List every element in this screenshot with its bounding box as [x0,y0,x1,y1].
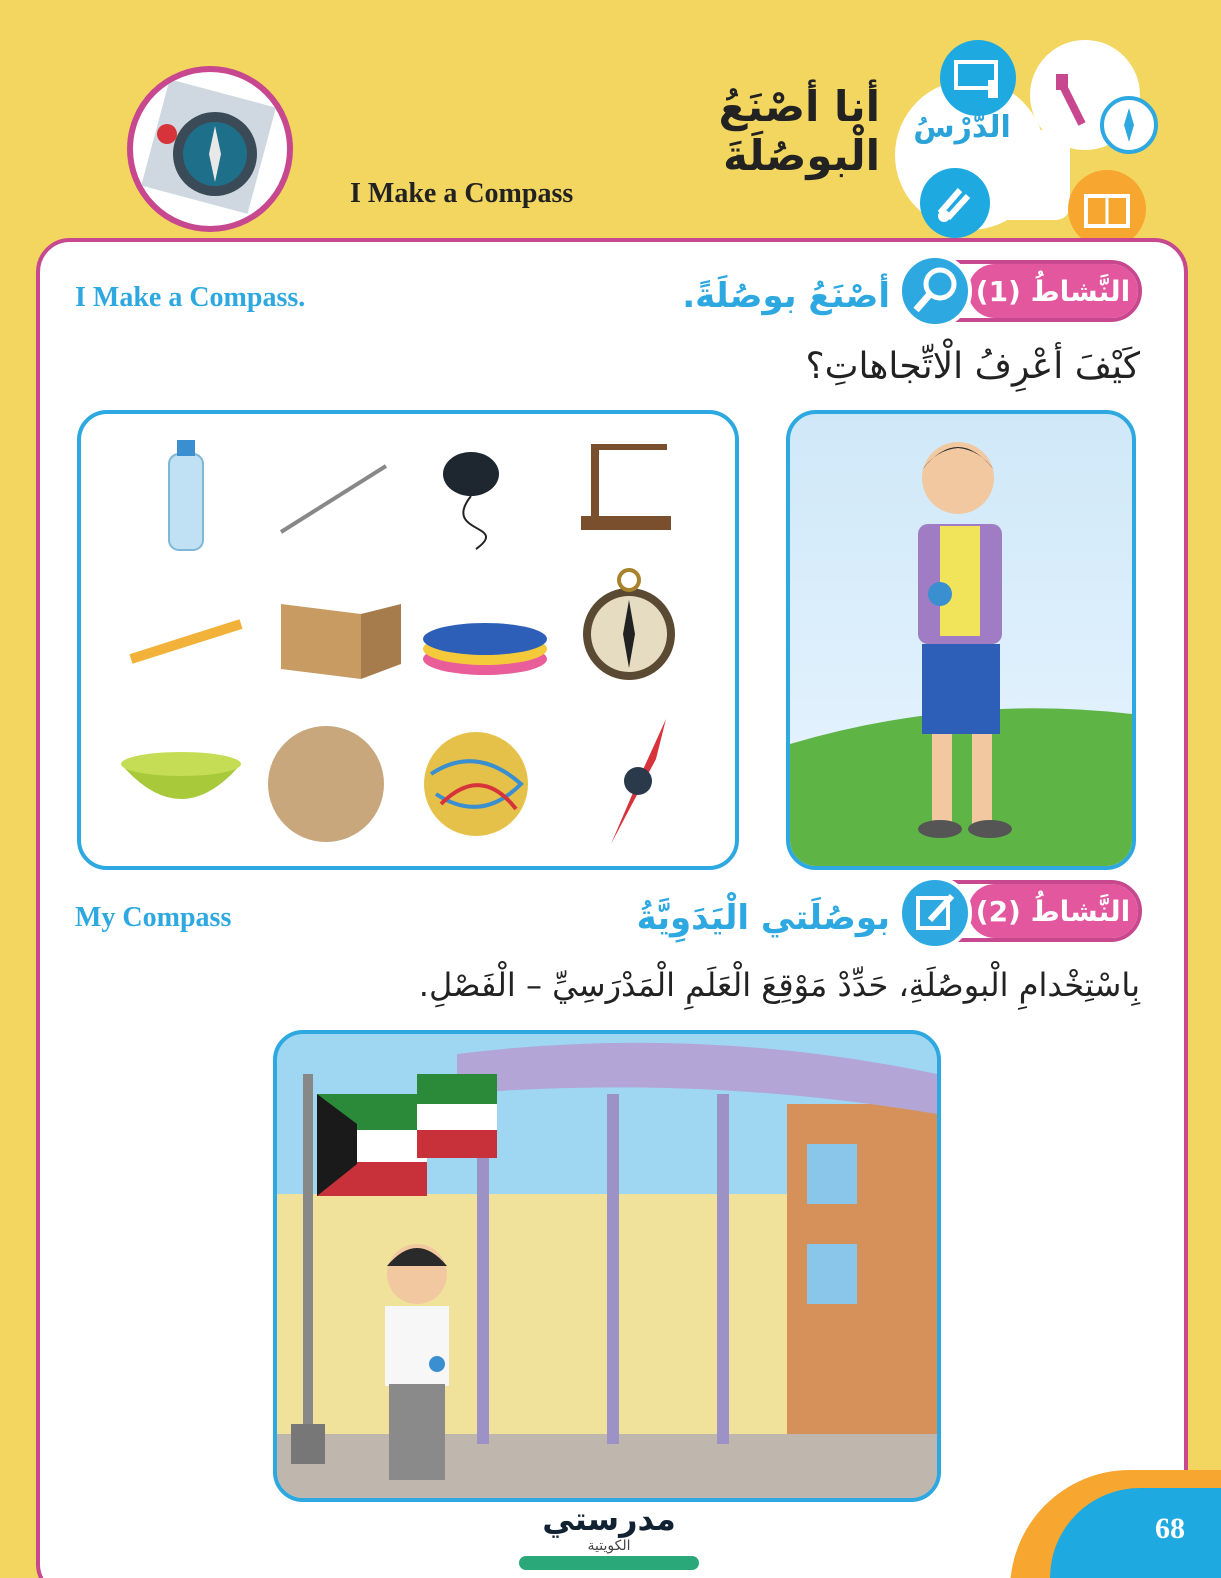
materials-panel [77,410,739,870]
activity1-title-english: I Make a Compass. [75,282,306,313]
schoolyard-panel [273,1030,941,1502]
activity2-instruction: بِاسْتِخْدامِ الْبوصُلَةِ، حَدِّدْ مَوْقِعَ الْعَلَمِ الْمَدْرَسِيِّ – الْفَصْلِ. [418,966,1140,1004]
activity2-title-arabic: بوصُلَتي الْيَدَوِيَّةُ [636,898,890,938]
pencil-image [131,624,241,659]
green-bowl-image [121,752,241,799]
footer-brand-sub: الكويتية [587,1538,631,1554]
lesson-label: الدَّرْسُ [913,110,1011,145]
footer-brand [514,1500,704,1575]
compass-image [583,570,675,680]
activity1-label-box [968,264,1138,318]
screen-icon [940,40,1016,116]
needle-image [281,466,386,532]
thread-spool-image [443,452,499,549]
stacked-plates-image [423,623,547,675]
activity2-label-box [968,884,1138,938]
activity2-label: النَّشاطُ (2) [975,894,1131,928]
magnet-icon [920,168,990,238]
kuwait-flag [417,1074,497,1158]
wooden-stand-image [581,444,671,530]
page-number: 68 [1155,1512,1185,1545]
boy-thinking-panel [786,410,1136,870]
footer-brand-strip [519,1556,699,1570]
compass-map-illustration [127,66,293,232]
cork-disc-image [268,726,384,842]
activity1-title-arabic: أصْنَعُ بوصُلَةً. [682,276,890,316]
page-title-english: I Make a Compass [350,178,574,209]
activity1-label: النَّشاطُ (1) [975,274,1131,308]
footer-brand-name: مدرستي [542,1500,676,1538]
cardboard-box-image [281,604,401,679]
activity2-title-english: My Compass [75,902,232,933]
compass-icon [1100,96,1158,154]
compass-needle-image [611,719,666,844]
yarn-ball-image [424,732,528,836]
kuwait-flag [317,1094,427,1196]
plug-icon [1042,64,1102,144]
pencil-note-icon [898,876,972,950]
page-title-arabic: أنا أصْنَعُ الْبوصُلَةَ [718,82,880,180]
water-bottle-image [169,440,203,550]
magnifier-icon [898,254,972,328]
activity1-question: كَيْفَ أعْرِفُ الْاتِّجاهاتِ؟ [805,346,1140,387]
battery-icon [1068,170,1146,248]
